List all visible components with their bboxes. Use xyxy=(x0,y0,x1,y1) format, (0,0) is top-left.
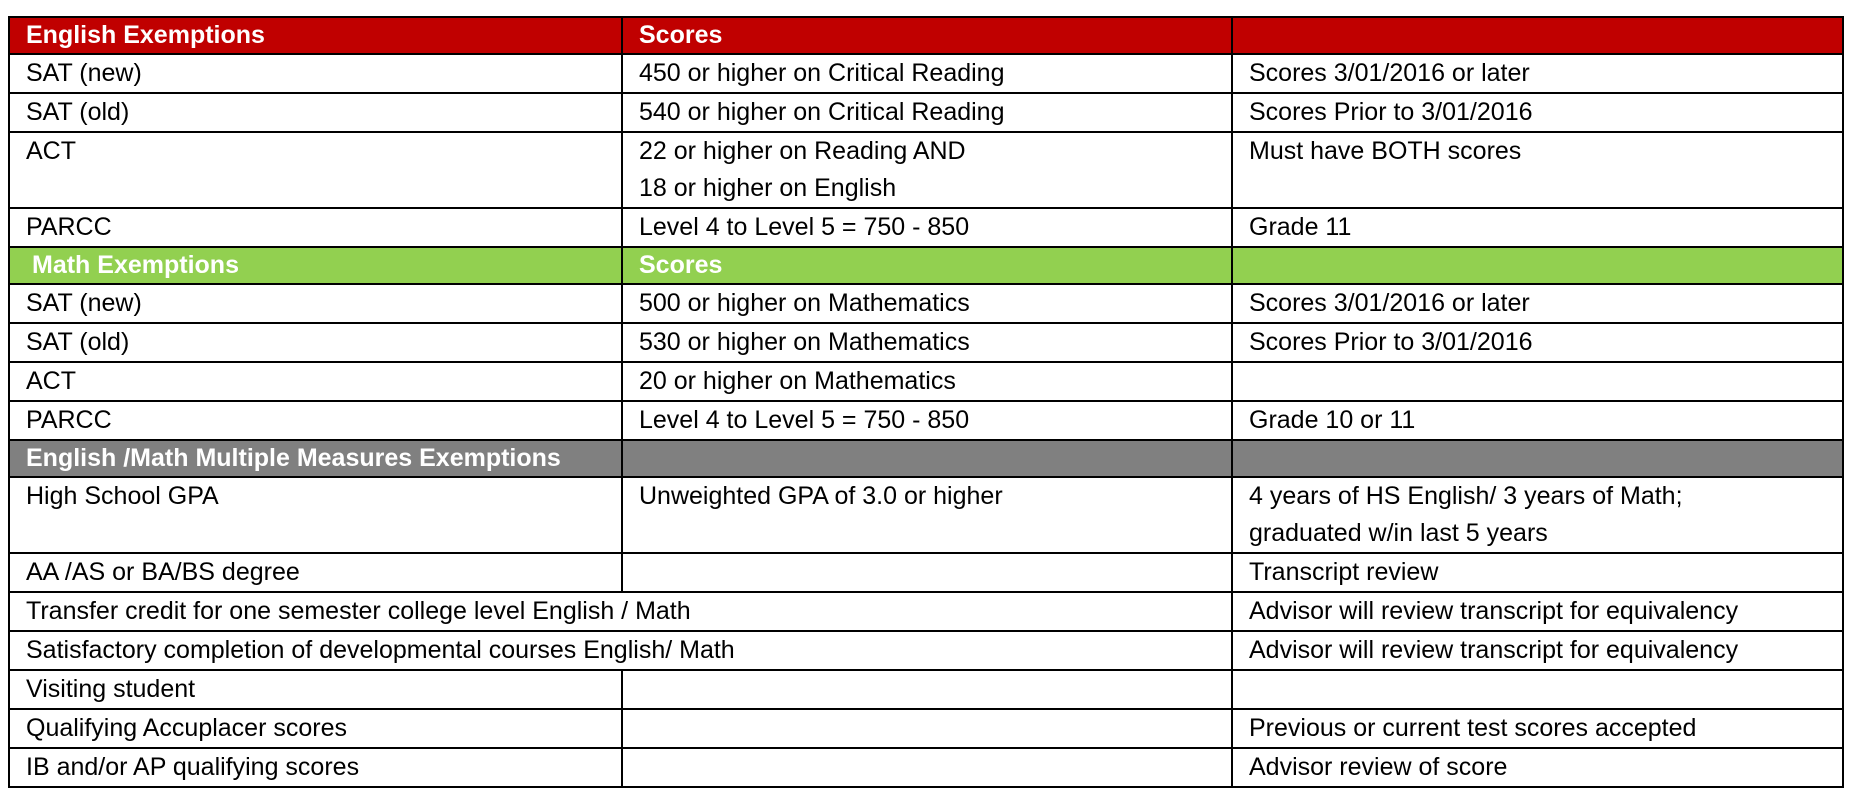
note xyxy=(1232,477,1843,553)
score-requirement: 450 or higher on Critical Reading xyxy=(622,54,1232,93)
english-header-title: English Exemptions xyxy=(9,17,622,54)
score-requirement: 500 or higher on Mathematics xyxy=(622,284,1232,323)
test-name: Visiting student xyxy=(9,670,622,709)
note: Scores 3/01/2016 or later xyxy=(1232,284,1843,323)
score-requirement: Level 4 to Level 5 = 750 - 850 xyxy=(622,401,1232,440)
note: Advisor review of score xyxy=(1232,748,1843,787)
note: Scores Prior to 3/01/2016 xyxy=(1232,93,1843,132)
table-row xyxy=(9,323,1843,362)
exemptions-table xyxy=(8,16,1844,788)
note: Grade 11 xyxy=(1232,208,1843,247)
score-requirement: 20 or higher on Mathematics xyxy=(622,362,1232,401)
note: Advisor will review transcript for equivalency xyxy=(1232,631,1843,670)
english-header-row xyxy=(9,17,1843,54)
test-name: ACT xyxy=(9,132,622,208)
test-name: SAT (new) xyxy=(9,284,622,323)
score-requirement xyxy=(622,709,1232,748)
note: Advisor will review transcript for equivalency xyxy=(1232,592,1843,631)
note: Transcript review xyxy=(1232,553,1843,592)
multi-header-title: English /Math Multiple Measures Exemptions xyxy=(9,440,622,477)
note: Previous or current test scores accepted xyxy=(1232,709,1843,748)
note xyxy=(1232,670,1843,709)
table-row xyxy=(9,748,1843,787)
table-row xyxy=(9,553,1843,592)
table-row xyxy=(9,93,1843,132)
multi-header-scores xyxy=(622,440,1232,477)
note: Must have BOTH scores xyxy=(1232,132,1843,208)
test-name: PARCC xyxy=(9,208,622,247)
multi-header-notes xyxy=(1232,440,1843,477)
table-row xyxy=(9,401,1843,440)
test-name: Satisfactory completion of developmental courses English/ Math xyxy=(9,631,1232,670)
test-name: High School GPA xyxy=(9,477,622,553)
note-line: graduated w/in last 5 years xyxy=(1249,519,1548,547)
score-line: 18 or higher on English xyxy=(639,174,897,202)
math-header-row xyxy=(9,247,1843,284)
table-row xyxy=(9,709,1843,748)
table-row xyxy=(9,54,1843,93)
score-requirement: 530 or higher on Mathematics xyxy=(622,323,1232,362)
score-requirement xyxy=(622,748,1232,787)
english-header-scores: Scores xyxy=(622,17,1232,54)
note: Scores 3/01/2016 or later xyxy=(1232,54,1843,93)
score-requirement xyxy=(622,670,1232,709)
note-line: 4 years of HS English/ 3 years of Math; xyxy=(1249,482,1683,510)
math-header-notes xyxy=(1232,247,1843,284)
test-name: Qualifying Accuplacer scores xyxy=(9,709,622,748)
test-name: ACT xyxy=(9,362,622,401)
table-row xyxy=(9,284,1843,323)
english-header-notes xyxy=(1232,17,1843,54)
score-requirement: Unweighted GPA of 3.0 or higher xyxy=(622,477,1232,553)
score-requirement: 540 or higher on Critical Reading xyxy=(622,93,1232,132)
score-line: 22 or higher on Reading AND xyxy=(639,137,966,165)
test-name: PARCC xyxy=(9,401,622,440)
test-name: SAT (old) xyxy=(9,323,622,362)
test-name: Transfer credit for one semester college level English / Math xyxy=(9,592,1232,631)
test-name: SAT (old) xyxy=(9,93,622,132)
test-name: AA /AS or BA/BS degree xyxy=(9,553,622,592)
note: Scores Prior to 3/01/2016 xyxy=(1232,323,1843,362)
table-row xyxy=(9,362,1843,401)
table-row xyxy=(9,592,1843,631)
table-row xyxy=(9,208,1843,247)
test-name: IB and/or AP qualifying scores xyxy=(9,748,622,787)
multi-header-row xyxy=(9,440,1843,477)
note: Grade 10 or 11 xyxy=(1232,401,1843,440)
score-requirement xyxy=(622,132,1232,208)
score-requirement: Level 4 to Level 5 = 750 - 850 xyxy=(622,208,1232,247)
math-header-title: Math Exemptions xyxy=(9,247,622,284)
table-row xyxy=(9,631,1843,670)
table-row xyxy=(9,670,1843,709)
test-name: SAT (new) xyxy=(9,54,622,93)
score-requirement xyxy=(622,553,1232,592)
math-header-scores: Scores xyxy=(622,247,1232,284)
table-row xyxy=(9,132,1843,208)
note xyxy=(1232,362,1843,401)
table-row xyxy=(9,477,1843,553)
